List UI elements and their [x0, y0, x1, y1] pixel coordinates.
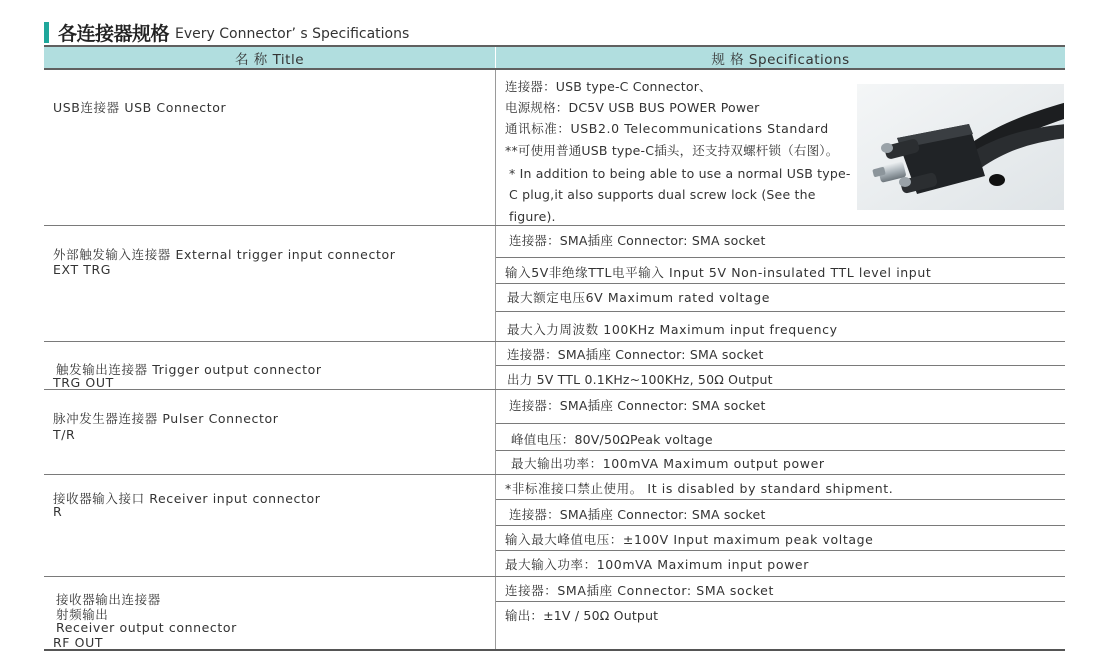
spec-line: 出力 5V TTL 0.1KHz~100KHz, 50Ω Output — [507, 372, 773, 387]
spec-line: 输入最大峰值电压：±100V Input maximum peak voltage — [505, 532, 874, 547]
row-separator — [44, 576, 1065, 577]
spec-separator — [496, 525, 1065, 526]
title-chinese: 各连接器规格 — [58, 22, 170, 45]
spec-line: 通讯标准：USB2.0 Telecommunications Standard — [505, 121, 829, 136]
spec-separator — [496, 365, 1065, 366]
spec-line: 连接器：SMA插座 Connector: SMA socket — [509, 507, 766, 522]
spec-line: * In addition to being able to use a normal USB type- — [509, 166, 851, 181]
spec-line: 峰值电压：80V/50ΩPeak voltage — [511, 432, 713, 447]
pulser-code: T/R — [53, 427, 76, 442]
usb-connector-name: USB连接器 USB Connector — [53, 100, 227, 115]
spec-line: C plug,it also supports dual screw lock (See the — [509, 187, 816, 202]
receiver-input-name: 接收器输入接口 Receiver input connector — [53, 491, 321, 506]
spec-line: 连接器：SMA插座 Connector: SMA socket — [505, 583, 774, 598]
header-specifications: 规 格 Specifications — [711, 51, 850, 68]
section-title — [44, 20, 409, 44]
receiver-output-rf-cn: 射频输出 — [56, 607, 109, 622]
header-title: 名 称 Title — [234, 51, 304, 68]
pulser-name: 脉冲发生器连接器 Pulser Connector — [53, 411, 279, 426]
spec-separator — [496, 423, 1065, 424]
spec-separator — [496, 257, 1065, 258]
spec-separator — [496, 283, 1065, 284]
title-accent-bar — [44, 22, 49, 43]
spec-line: 连接器：SMA插座 Connector: SMA socket — [507, 347, 764, 362]
spec-line: 连接器：USB type-C Connector、 — [505, 79, 712, 94]
spec-line: 最大输入功率：100mVA Maximum input power — [505, 557, 809, 572]
spec-line: 最大输出功率：100mVA Maximum output power — [511, 456, 825, 471]
table-bottom-border — [44, 649, 1065, 651]
spec-separator — [496, 311, 1065, 312]
trg-out-code: TRG OUT — [53, 375, 114, 390]
table-header — [44, 45, 1065, 70]
receiver-output-code: RF OUT — [53, 635, 104, 650]
spec-separator — [496, 499, 1065, 500]
spec-line: 输入5V非绝缘TTL电平输入 Input 5V Non-insulated TTL level input — [505, 265, 932, 280]
receiver-input-code: R — [53, 504, 63, 519]
spec-separator — [496, 601, 1065, 602]
spec-line: **可使用普通USB type-C插头，还支持双螺杆锁（右图）。 — [505, 143, 839, 158]
spec-line: 最大额定电压6V Maximum rated voltage — [507, 290, 771, 305]
spec-line: 电源规格：DC5V USB BUS POWER Power — [505, 100, 760, 115]
ext-trg-name: 外部触发输入连接器 External trigger input connector — [53, 247, 396, 262]
spec-line: 输出：±1V / 50Ω Output — [505, 608, 659, 623]
spec-separator — [496, 550, 1065, 551]
row-separator — [44, 474, 1065, 475]
spec-line: 连接器：SMA插座 Connector: SMA socket — [509, 398, 766, 413]
spec-line: figure). — [509, 209, 556, 224]
receiver-output-name-cn: 接收器输出连接器 — [56, 592, 161, 607]
row-separator — [44, 341, 1065, 342]
row-separator — [44, 389, 1065, 390]
usb-screw-lock-cable-image — [857, 84, 1064, 210]
spec-separator — [496, 450, 1065, 451]
spec-line: 连接器：SMA插座 Connector: SMA socket — [509, 233, 766, 248]
trg-out-name: 触发输出连接器 Trigger output connector — [56, 362, 322, 377]
ext-trg-code: EXT TRG — [53, 262, 112, 277]
column-divider — [495, 70, 496, 650]
row-separator — [44, 225, 1065, 226]
spec-line: 最大入力周波数 100KHz Maximum input frequency — [507, 322, 838, 337]
title-english: Every Connector’ s Specifications — [175, 25, 410, 42]
spec-line: *非标准接口禁止使用。 It is disabled by standard shipment. — [505, 481, 894, 496]
receiver-output-name-en: Receiver output connector — [56, 620, 237, 635]
